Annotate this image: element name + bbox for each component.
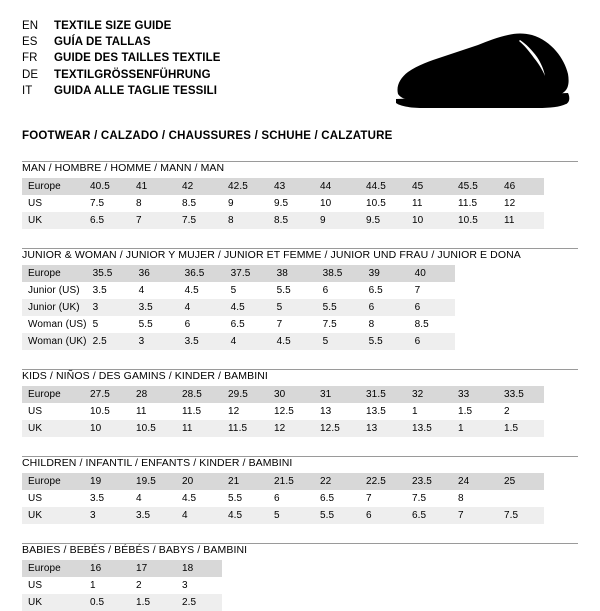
size-cell: 4 bbox=[176, 507, 222, 524]
size-cell: 3.5 bbox=[84, 490, 130, 507]
size-cell: 6.5 bbox=[406, 507, 452, 524]
size-cell: 13.5 bbox=[406, 420, 452, 437]
row-label: UK bbox=[22, 420, 84, 437]
size-cell: 36.5 bbox=[179, 265, 225, 282]
size-cell: 9 bbox=[314, 212, 360, 229]
size-cell: 7 bbox=[271, 316, 317, 333]
size-cell: 3.5 bbox=[133, 299, 179, 316]
document-header bbox=[22, 18, 578, 114]
size-cell: 46 bbox=[498, 178, 544, 195]
size-cell: 3 bbox=[176, 577, 222, 594]
size-cell: 8 bbox=[130, 195, 176, 212]
size-cell: 6 bbox=[363, 299, 409, 316]
row-label: Woman (UK) bbox=[22, 333, 87, 350]
size-cell: 0.5 bbox=[84, 594, 130, 611]
table-row bbox=[22, 594, 222, 611]
size-cell: 1 bbox=[406, 403, 452, 420]
size-cell: 11.5 bbox=[222, 420, 268, 437]
size-cell: 12 bbox=[498, 195, 544, 212]
size-cell: 33 bbox=[452, 386, 498, 403]
size-cell: 6 bbox=[179, 316, 225, 333]
size-cell: 4 bbox=[133, 282, 179, 299]
size-cell: 7.5 bbox=[84, 195, 130, 212]
size-cell: 22.5 bbox=[360, 473, 406, 490]
table-row bbox=[22, 403, 544, 420]
size-cell: 12.5 bbox=[268, 403, 314, 420]
size-cell: 32 bbox=[406, 386, 452, 403]
language-title-row bbox=[22, 67, 221, 83]
size-cell: 9.5 bbox=[360, 212, 406, 229]
language-code: ES bbox=[22, 36, 38, 49]
size-cell: 7 bbox=[452, 507, 498, 524]
table-row bbox=[22, 195, 544, 212]
size-cell: 44 bbox=[314, 178, 360, 195]
language-title-row bbox=[22, 50, 221, 66]
size-cell: 11 bbox=[406, 195, 452, 212]
size-table bbox=[22, 265, 455, 350]
size-cell: 10 bbox=[84, 420, 130, 437]
size-cell: 7 bbox=[360, 490, 406, 507]
language-code: FR bbox=[22, 52, 38, 65]
table-row bbox=[22, 178, 544, 195]
size-cell: 10.5 bbox=[130, 420, 176, 437]
size-cell: 9.5 bbox=[268, 195, 314, 212]
size-group bbox=[22, 543, 578, 611]
size-cell: 31 bbox=[314, 386, 360, 403]
language-code: DE bbox=[22, 68, 39, 81]
size-cell: 6 bbox=[409, 299, 455, 316]
size-cell: 44.5 bbox=[360, 178, 406, 195]
table-row bbox=[22, 265, 455, 282]
size-cell: 33.5 bbox=[498, 386, 544, 403]
size-cell: 10 bbox=[314, 195, 360, 212]
size-cell: 1 bbox=[452, 420, 498, 437]
table-row bbox=[22, 420, 544, 437]
size-cell: 5 bbox=[317, 333, 363, 350]
size-cell: 4.5 bbox=[271, 333, 317, 350]
size-cell: 4.5 bbox=[179, 282, 225, 299]
size-cell: 35.5 bbox=[87, 265, 133, 282]
size-cell: 38 bbox=[271, 265, 317, 282]
page-title: FOOTWEAR / CALZADO / CHAUSSURES / SCHUHE / CALZATURE bbox=[22, 130, 393, 142]
row-label: US bbox=[22, 490, 84, 507]
size-cell: 38.5 bbox=[317, 265, 363, 282]
size-cell: 8.5 bbox=[268, 212, 314, 229]
size-group bbox=[22, 369, 578, 437]
size-cell: 5.5 bbox=[133, 316, 179, 333]
size-cell: 30 bbox=[268, 386, 314, 403]
row-label: US bbox=[22, 403, 84, 420]
size-cell: 3 bbox=[133, 333, 179, 350]
size-cell: 5.5 bbox=[271, 282, 317, 299]
size-cell: 40 bbox=[409, 265, 455, 282]
row-label: Europe bbox=[22, 473, 84, 490]
size-cell: 11.5 bbox=[176, 403, 222, 420]
size-group bbox=[22, 161, 578, 229]
size-cell: 4 bbox=[179, 299, 225, 316]
size-cell: 7 bbox=[409, 282, 455, 299]
size-cell: 9 bbox=[222, 195, 268, 212]
language-title: TEXTILGRÖSSENFÜHRUNG bbox=[54, 68, 211, 81]
size-cell: 11.5 bbox=[452, 195, 498, 212]
size-cell: 10 bbox=[406, 212, 452, 229]
size-table bbox=[22, 386, 544, 437]
size-cell: 25 bbox=[498, 473, 544, 490]
size-cell: 12.5 bbox=[314, 420, 360, 437]
row-label: UK bbox=[22, 507, 84, 524]
size-cell: 6 bbox=[360, 507, 406, 524]
size-cell: 5.5 bbox=[314, 507, 360, 524]
size-cell: 7 bbox=[130, 212, 176, 229]
table-row bbox=[22, 577, 222, 594]
table-row bbox=[22, 299, 455, 316]
size-cell: 6 bbox=[268, 490, 314, 507]
size-cell: 4 bbox=[225, 333, 271, 350]
size-cell: 21 bbox=[222, 473, 268, 490]
size-cell: 4.5 bbox=[176, 490, 222, 507]
table-row bbox=[22, 386, 544, 403]
size-cell: 5.5 bbox=[222, 490, 268, 507]
row-label: Europe bbox=[22, 265, 87, 282]
size-cell: 10.5 bbox=[360, 195, 406, 212]
size-cell: 5 bbox=[271, 299, 317, 316]
size-group bbox=[22, 248, 578, 350]
size-cell: 2 bbox=[130, 577, 176, 594]
size-cell: 42 bbox=[176, 178, 222, 195]
size-cell: 19 bbox=[84, 473, 130, 490]
size-cell: 39 bbox=[363, 265, 409, 282]
size-cell: 8.5 bbox=[409, 316, 455, 333]
size-cell: 37.5 bbox=[225, 265, 271, 282]
row-label: Woman (US) bbox=[22, 316, 87, 333]
table-row bbox=[22, 316, 455, 333]
size-cell: 20 bbox=[176, 473, 222, 490]
size-cell: 13 bbox=[360, 420, 406, 437]
size-cell: 13.5 bbox=[360, 403, 406, 420]
size-cell: 8 bbox=[222, 212, 268, 229]
size-cell: 7.5 bbox=[176, 212, 222, 229]
language-title-row bbox=[22, 34, 221, 50]
size-cell: 23.5 bbox=[406, 473, 452, 490]
table-row bbox=[22, 560, 222, 577]
table-row bbox=[22, 212, 544, 229]
row-label: Junior (UK) bbox=[22, 299, 87, 316]
size-cell: 7.5 bbox=[317, 316, 363, 333]
size-cell: 3 bbox=[84, 507, 130, 524]
size-cell: 11 bbox=[498, 212, 544, 229]
size-cell: 5 bbox=[268, 507, 314, 524]
size-cell: 28 bbox=[130, 386, 176, 403]
row-label: Europe bbox=[22, 386, 84, 403]
size-cell: 6 bbox=[317, 282, 363, 299]
size-tables bbox=[22, 161, 578, 611]
size-cell: 2.5 bbox=[176, 594, 222, 611]
size-cell: 45.5 bbox=[452, 178, 498, 195]
language-title: GUÍA DE TALLAS bbox=[54, 36, 151, 49]
size-cell: 36 bbox=[133, 265, 179, 282]
language-title-row bbox=[22, 83, 221, 99]
size-cell bbox=[498, 490, 544, 507]
size-cell: 3.5 bbox=[130, 507, 176, 524]
size-cell: 5.5 bbox=[363, 333, 409, 350]
size-cell: 29.5 bbox=[222, 386, 268, 403]
size-cell: 16 bbox=[84, 560, 130, 577]
size-cell: 1 bbox=[84, 577, 130, 594]
row-label: UK bbox=[22, 594, 84, 611]
size-cell: 8 bbox=[363, 316, 409, 333]
size-cell: 6.5 bbox=[363, 282, 409, 299]
language-title-row bbox=[22, 18, 221, 34]
size-cell: 4.5 bbox=[222, 507, 268, 524]
size-group-title: MAN / HOMBRE / HOMME / MANN / MAN bbox=[22, 162, 225, 174]
size-cell: 5.5 bbox=[317, 299, 363, 316]
size-cell: 1.5 bbox=[498, 420, 544, 437]
size-cell: 3.5 bbox=[87, 282, 133, 299]
size-cell: 13 bbox=[314, 403, 360, 420]
size-table bbox=[22, 560, 222, 611]
size-cell: 42.5 bbox=[222, 178, 268, 195]
size-cell: 17 bbox=[130, 560, 176, 577]
size-cell: 2.5 bbox=[87, 333, 133, 350]
size-cell: 22 bbox=[314, 473, 360, 490]
size-cell: 12 bbox=[222, 403, 268, 420]
table-row bbox=[22, 507, 544, 524]
size-cell: 1.5 bbox=[130, 594, 176, 611]
size-cell: 7.5 bbox=[406, 490, 452, 507]
row-label: US bbox=[22, 577, 84, 594]
size-cell: 10.5 bbox=[452, 212, 498, 229]
size-cell: 6.5 bbox=[84, 212, 130, 229]
row-label: Junior (US) bbox=[22, 282, 87, 299]
size-cell: 10.5 bbox=[84, 403, 130, 420]
size-cell: 12 bbox=[268, 420, 314, 437]
size-cell: 4 bbox=[130, 490, 176, 507]
size-group-title: CHILDREN / INFANTIL / ENFANTS / KINDER / BAMBINI bbox=[22, 457, 293, 469]
size-cell: 19.5 bbox=[130, 473, 176, 490]
size-cell: 8 bbox=[452, 490, 498, 507]
size-cell: 6 bbox=[409, 333, 455, 350]
dress-shoe-icon bbox=[392, 28, 572, 114]
size-cell: 40.5 bbox=[84, 178, 130, 195]
language-code: EN bbox=[22, 20, 39, 32]
size-cell: 2 bbox=[498, 403, 544, 420]
size-cell: 43 bbox=[268, 178, 314, 195]
size-cell: 41 bbox=[130, 178, 176, 195]
size-cell: 8.5 bbox=[176, 195, 222, 212]
size-cell: 18 bbox=[176, 560, 222, 577]
size-cell: 24 bbox=[452, 473, 498, 490]
size-cell: 5 bbox=[225, 282, 271, 299]
size-table bbox=[22, 178, 544, 229]
row-label: UK bbox=[22, 212, 84, 229]
language-title: GUIDE DES TAILLES TEXTILE bbox=[54, 52, 221, 65]
size-cell: 11 bbox=[130, 403, 176, 420]
row-label: US bbox=[22, 195, 84, 212]
language-code: IT bbox=[22, 84, 33, 97]
size-cell: 21.5 bbox=[268, 473, 314, 490]
language-title-list bbox=[22, 18, 221, 99]
size-table bbox=[22, 473, 544, 524]
size-group-title: BABIES / BEBÉS / BÉBÉS / BABYS / BAMBINI bbox=[22, 544, 248, 556]
table-row bbox=[22, 333, 455, 350]
size-cell: 1.5 bbox=[452, 403, 498, 420]
size-cell: 5 bbox=[87, 316, 133, 333]
size-cell: 11 bbox=[176, 420, 222, 437]
table-row bbox=[22, 282, 455, 299]
row-label: Europe bbox=[22, 178, 84, 195]
size-cell: 28.5 bbox=[176, 386, 222, 403]
size-cell: 6.5 bbox=[314, 490, 360, 507]
size-cell: 6.5 bbox=[225, 316, 271, 333]
size-group bbox=[22, 456, 578, 524]
size-cell: 3.5 bbox=[179, 333, 225, 350]
row-label: Europe bbox=[22, 560, 84, 577]
size-cell: 3 bbox=[87, 299, 133, 316]
size-cell: 27.5 bbox=[84, 386, 130, 403]
table-row bbox=[22, 490, 544, 507]
size-group-title: JUNIOR & WOMAN / JUNIOR Y MUJER / JUNIOR ET FEMME / JUNIOR UND FRAU / JUNIOR E DONA bbox=[22, 249, 521, 261]
size-cell: 31.5 bbox=[360, 386, 406, 403]
language-title: TEXTILE SIZE GUIDE bbox=[54, 20, 172, 32]
language-title: GUIDA ALLE TAGLIE TESSILI bbox=[54, 84, 218, 97]
size-cell: 7.5 bbox=[498, 507, 544, 524]
size-cell: 4.5 bbox=[225, 299, 271, 316]
table-row bbox=[22, 473, 544, 490]
size-group-title: KIDS / NIÑOS / DES GAMINS / KINDER / BAMBINI bbox=[22, 370, 268, 382]
size-cell: 45 bbox=[406, 178, 452, 195]
